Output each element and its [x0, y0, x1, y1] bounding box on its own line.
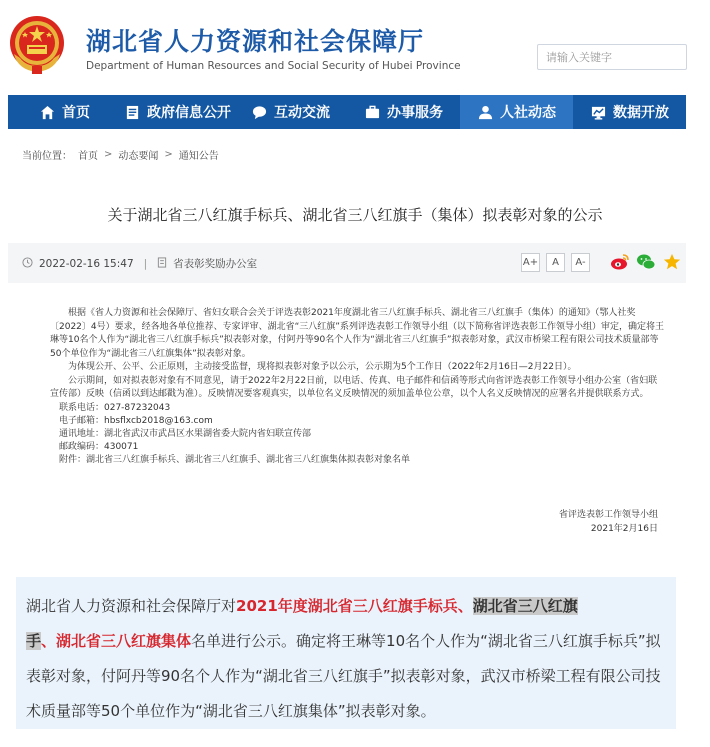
article-tools [521, 252, 682, 272]
nav-item-label: 人社动态 [500, 105, 556, 121]
search-input[interactable] [538, 45, 678, 69]
signature-org: 省评选表彰工作领导小组 [558, 510, 658, 520]
article-paragraph: 根据《省人力资源和社会保障厅、省妇女联合会关于评选表彰2021年度湖北省三八红旗手标兵、湖北省三八红旗手（集体）的通知》（鄂人社奖〔2022〕4号）要求，经各地各单位推荐、专家评审、湖北省“三八红旗”系列评选表彰工作领导小组（以下简称省评选表彰工作领导小组）审定，确定将王琳等10名个人作为“湖北省三八红旗手标兵”拟表彰对象，付阿丹等90名个人作为“湖北省三八红旗手”拟表彰对象，武汉市桥梁工程有限公司技术质量部等50个单位作为“湖北省三八红旗集体”拟表彰对象。 [50, 308, 664, 359]
font-decrease-button[interactable]: A- [571, 253, 590, 272]
chart-icon [590, 104, 606, 120]
nav-item-label: 数据开放 [613, 105, 669, 121]
wechat-share-icon[interactable] [636, 252, 656, 272]
nav-item-home[interactable] [8, 95, 121, 129]
contact-info [50, 402, 666, 467]
nav-item-label: 政府信息公开 [147, 105, 231, 121]
font-default-button[interactable]: A [546, 253, 565, 272]
person-icon [477, 104, 493, 120]
briefcase-icon [364, 104, 380, 120]
breadcrumb-item-home[interactable]: 首页 [78, 151, 98, 162]
nav-item-open-data[interactable] [573, 95, 686, 129]
summary-box [16, 577, 676, 729]
article-paragraph: 为体现公开、公平、公正原则，主动接受监督，现将拟表彰对象予以公示，公示期为5个工作日（2022年2月16日—2月22日）。 [68, 362, 577, 372]
meta-divider: | [143, 257, 148, 270]
font-increase-button[interactable]: A+ [521, 253, 540, 272]
summary-highlight-selected: 湖北省三八红旗 [472, 597, 578, 615]
summary-text: 名单进行公示。确定将王琳等10名个人作为“湖北省三八红旗手标兵”拟表彰对象，付阿丹等90名个人作为“湖北省三八红旗手”拟表彰对象，武汉市桥梁工程有限公司技术质量部等50个单位作为“湖北省三八红旗集体”拟表彰对象。 [26, 632, 661, 720]
nav-item-hrss-news[interactable] [460, 95, 573, 129]
contact-phone: 联系电话：027-87232043 [59, 402, 171, 413]
breadcrumb-separator: > [164, 149, 173, 160]
site-subtitle: Department of Human Resources and Social Security of Hubei Province [86, 60, 461, 72]
nav-item-label: 办事服务 [387, 105, 443, 121]
summary-text: 湖北省人力资源和社会保障厅对 [26, 597, 237, 615]
home-icon [39, 104, 55, 120]
weibo-share-icon[interactable] [610, 252, 630, 272]
site-title[interactable]: 湖北省人力资源和社会保障厅 [86, 27, 425, 56]
contact-email: 电子邮箱：hbsflxcb2018@163.com [59, 415, 213, 426]
source-icon [157, 257, 167, 271]
nav-item-label: 互动交流 [274, 105, 330, 121]
attachment-link[interactable]: 附件：湖北省三八红旗手标兵、湖北省三八红旗手、湖北省三八红旗集体拟表彰对象名单 [59, 454, 411, 465]
article-signature [559, 508, 658, 536]
contact-postcode: 邮政编码：430071 [59, 441, 139, 452]
site-header [0, 0, 710, 95]
breadcrumb-label: 当前位置： [22, 151, 72, 162]
article-meta-bar [8, 243, 686, 283]
document-icon [124, 104, 140, 120]
nav-item-services[interactable] [347, 95, 460, 129]
breadcrumb-separator: > [104, 149, 113, 160]
contact-address: 通讯地址：湖北省武汉市武昌区水果湖省委大院内省妇联宣传部 [59, 428, 312, 439]
search-box [537, 44, 687, 70]
signature-date: 2021年2月16日 [590, 524, 658, 534]
breadcrumb [22, 147, 219, 162]
summary-highlight-red: 、湖北省三八红旗集体 [41, 632, 192, 650]
nav-item-interaction[interactable] [234, 95, 347, 129]
national-emblem-icon[interactable] [8, 14, 66, 76]
article-source: 省表彰奖励办公室 [173, 258, 258, 270]
chat-icon [251, 104, 267, 120]
breadcrumb-item-news[interactable]: 动态要闻 [118, 151, 159, 162]
favorite-star-icon[interactable] [662, 252, 682, 272]
article-paragraph: 公示期间，如对拟表彰对象有不同意见，请于2022年2月22日前，以电话、传真、电子邮件和信函等形式向省评选表彰工作领导小组办公室（省妇联宣传部）反映（信函以到达邮戳为准）。反映情况要客观真实，以单位名义反映情况的须加盖单位公章，以个人名义反映情况的应署名并提供联系方式。 [50, 375, 658, 399]
article-meta [22, 256, 257, 271]
article-title: 关于湖北省三八红旗手标兵、湖北省三八红旗手（集体）拟表彰对象的公示 [107, 206, 603, 224]
breadcrumb-item-notices[interactable]: 通知公告 [178, 151, 219, 162]
publish-date: 2022-02-16 15:47 [39, 257, 134, 270]
clock-icon [22, 257, 33, 271]
article-body [50, 307, 666, 467]
summary-highlight-selected: 手 [26, 632, 42, 650]
nav-item-label: 首页 [62, 105, 90, 121]
nav-item-gov-info[interactable] [121, 95, 234, 129]
main-nav [8, 95, 686, 129]
summary-highlight-red: 2021年度湖北省三八红旗手标兵、 [236, 597, 473, 615]
